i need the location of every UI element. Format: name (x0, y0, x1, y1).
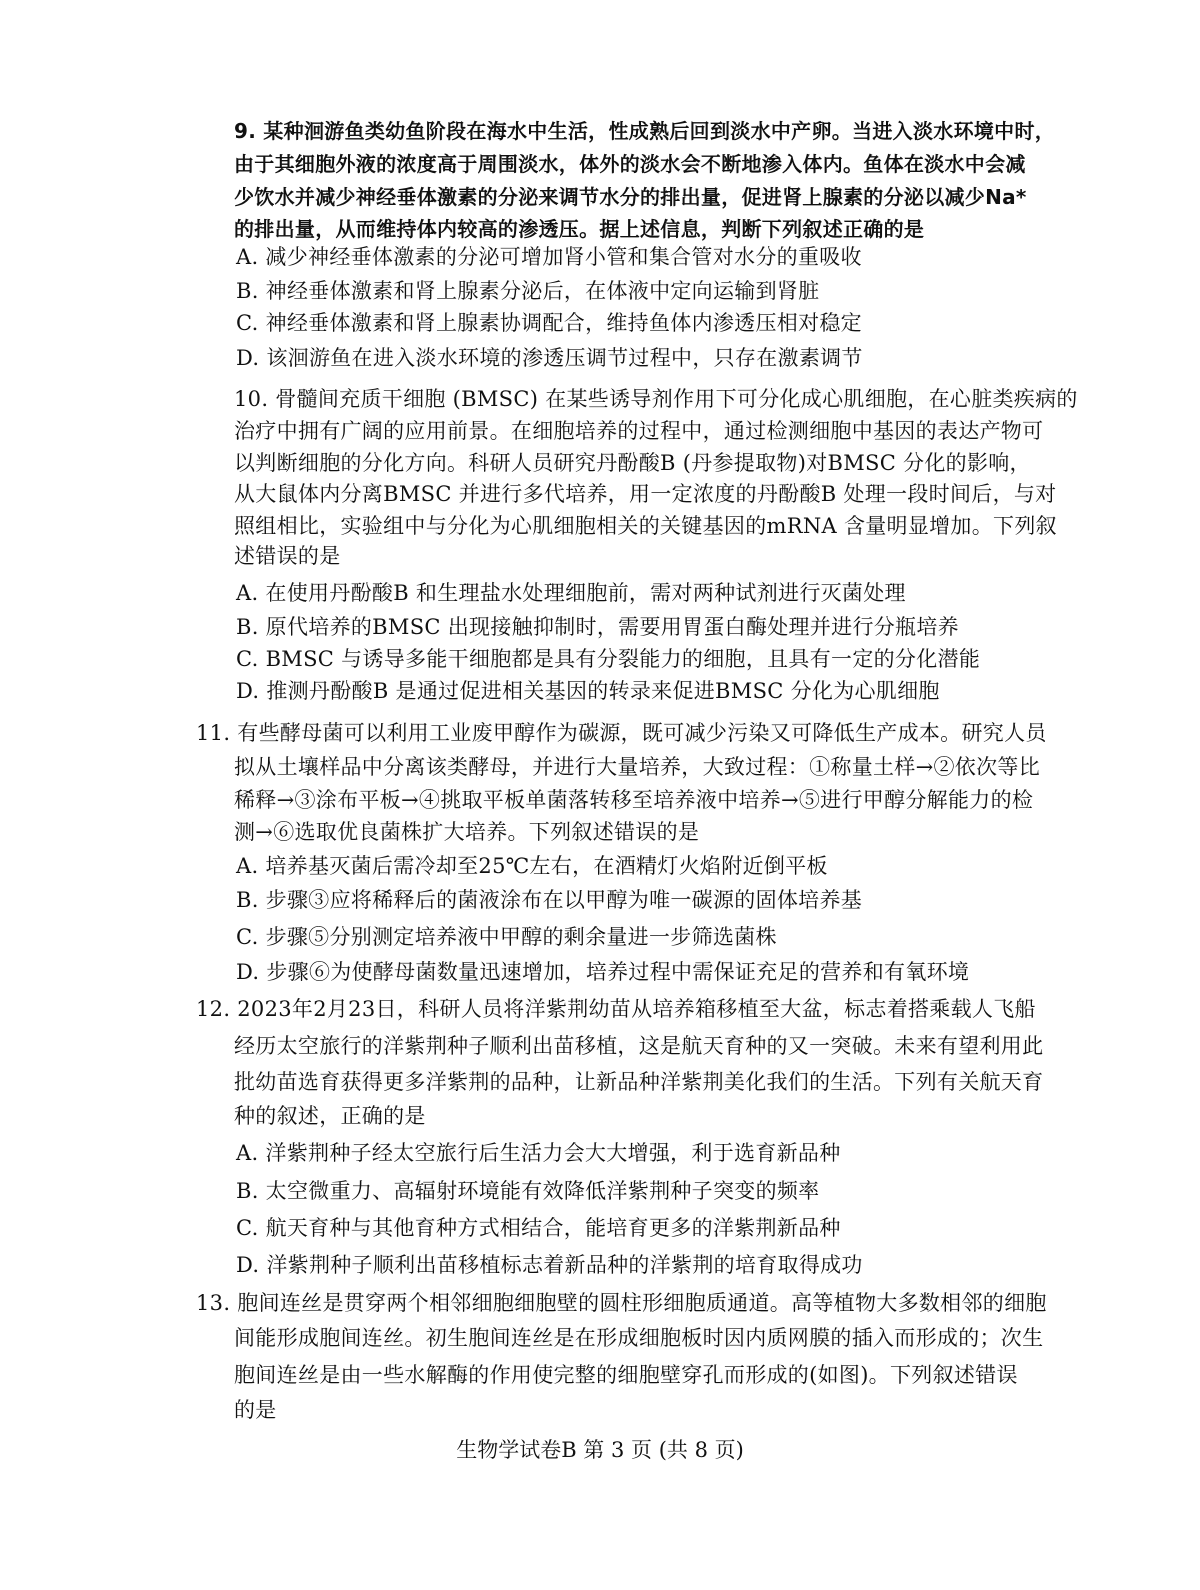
q12-option-d: D. 洋紫荆种子顺利出苗移植标志着新品种的洋紫荆的培育取得成功 (236, 1253, 863, 1277)
q12-option-b: B. 太空微重力、高辐射环境能有效降低洋紫荆种子突变的频率 (236, 1179, 820, 1203)
q9-option-a: A. 减少神经垂体激素的分泌可增加肾小管和集合管对水分的重吸收 (236, 245, 862, 269)
q10-option-b: B. 原代培养的BMSC 出现接触抑制时，需要用胃蛋白酶处理并进行分瓶培养 (236, 615, 959, 639)
q13-stem-line-4: 的是 (234, 1398, 277, 1422)
q12-stem-line-2: 经历太空旅行的洋紫荆种子顺利出苗移植，这是航天育种的又一突破。未来有望利用此 (234, 1034, 1044, 1058)
q12-stem-line-4: 种的叙述，正确的是 (234, 1104, 426, 1128)
q10-stem-line-6: 述错误的是 (234, 544, 341, 568)
q13-stem-line-3: 胞间连丝是由一些水解酶的作用使完整的细胞壁穿孔而形成的(如图)。下列叙述错误 (234, 1363, 1018, 1387)
q11-stem-line-1: 11. 有些酵母菌可以利用工业废甲醇作为碳源，既可减少污染又可降低生产成本。研究人员 (196, 721, 1047, 745)
q11-option-b: B. 步骤③应将稀释后的菌液涂布在以甲醇为唯一碳源的固体培养基 (236, 888, 863, 912)
q12-option-a: A. 洋紫荆种子经太空旅行后生活力会大大增强，利于选育新品种 (236, 1141, 841, 1165)
q11-option-a: A. 培养基灭菌后需冷却至25℃左右，在酒精灯火焰附近倒平板 (236, 854, 828, 878)
q10-option-d: D. 推测丹酚酸B 是通过促进相关基因的转录来促进BMSC 分化为心肌细胞 (236, 679, 940, 703)
q10-stem-line-3: 以判断细胞的分化方向。科研人员研究丹酚酸B (丹参提取物)对BMSC 分化的影响， (234, 451, 1031, 475)
q10-option-a: A. 在使用丹酚酸B 和生理盐水处理细胞前，需对两种试剂进行灭菌处理 (236, 581, 906, 605)
q9-option-b: B. 神经垂体激素和肾上腺素分泌后，在体液中定向运输到肾脏 (236, 279, 820, 303)
q10-stem-line-4: 从大鼠体内分离BMSC 并进行多代培养，用一定浓度的丹酚酸B 处理一段时间后，与对 (234, 482, 1057, 506)
q10-stem-line-2: 治疗中拥有广阔的应用前景。在细胞培养的过程中，通过检测细胞中基因的表达产物可 (234, 419, 1044, 443)
q12-option-c: C. 航天育种与其他育种方式相结合，能培育更多的洋紫荆新品种 (236, 1216, 841, 1240)
q10-option-c: C. BMSC 与诱导多能干细胞都是具有分裂能力的细胞，且具有一定的分化潜能 (236, 647, 981, 671)
q12-stem-line-1: 12. 2023年2月23日，科研人员将洋紫荆幼苗从培养箱移植至大盆，标志着搭乘载人飞船 (196, 997, 1036, 1021)
q9-option-c: C. 神经垂体激素和肾上腺素协调配合，维持鱼体内渗透压相对稳定 (236, 311, 862, 335)
q9-option-d: D. 该洄游鱼在进入淡水环境的渗透压调节过程中，只存在激素调节 (236, 346, 863, 370)
q10-stem-line-1: 10. 骨髓间充质干细胞 (BMSC) 在某些诱导剂作用下可分化成心肌细胞，在心脏类疾病的 (234, 387, 1078, 411)
q9-stem-line-3: 少饮水并减少神经垂体激素的分泌来调节水分的排出量，促进肾上腺素的分泌以减少Na* (234, 185, 1027, 209)
page-footer: 生物学试卷B 第 3 页 (共 8 页) (456, 1438, 744, 1462)
q9-stem-line-1: 9. 某种洄游鱼类幼鱼阶段在海水中生活，性成熟后回到淡水中产卵。当进入淡水环境中时， (234, 119, 1056, 143)
q13-stem-line-2: 间能形成胞间连丝。初生胞间连丝是在形成细胞板时因内质网膜的插入而形成的；次生 (234, 1326, 1044, 1350)
q9-stem-line-4: 的排出量，从而维持体内较高的渗透压。据上述信息，判断下列叙述正确的是 (234, 217, 925, 241)
q11-stem-line-2: 拟从土壤样品中分离该类酵母，并进行大量培养，大致过程：①称量土样→②依次等比 (234, 755, 1040, 779)
q9-stem-line-2: 由于其细胞外液的浓度高于周围淡水，体外的淡水会不断地渗入体内。鱼体在淡水中会减 (234, 152, 1026, 176)
q11-stem-line-3: 稀释→③涂布平板→④挑取平板单菌落转移至培养液中培养→⑤进行甲醇分解能力的检 (234, 788, 1034, 812)
q11-stem-line-4: 测→⑥选取优良菌株扩大培养。下列叙述错误的是 (234, 820, 700, 844)
q11-option-c: C. 步骤⑤分别测定培养液中甲醇的剩余量进一步筛选菌株 (236, 925, 777, 949)
q10-stem-line-5: 照组相比，实验组中与分化为心肌细胞相关的关键基因的mRNA 含量明显增加。下列叙 (234, 514, 1057, 538)
q11-option-d: D. 步骤⑥为使酵母菌数量迅速增加，培养过程中需保证充足的营养和有氧环境 (236, 960, 970, 984)
q13-stem-line-1: 13. 胞间连丝是贯穿两个相邻细胞细胞壁的圆柱形细胞质通道。高等植物大多数相邻的细胞 (196, 1291, 1047, 1315)
q12-stem-line-3: 批幼苗选育获得更多洋紫荆的品种，让新品种洋紫荆美化我们的生活。下列有关航天育 (234, 1070, 1044, 1094)
